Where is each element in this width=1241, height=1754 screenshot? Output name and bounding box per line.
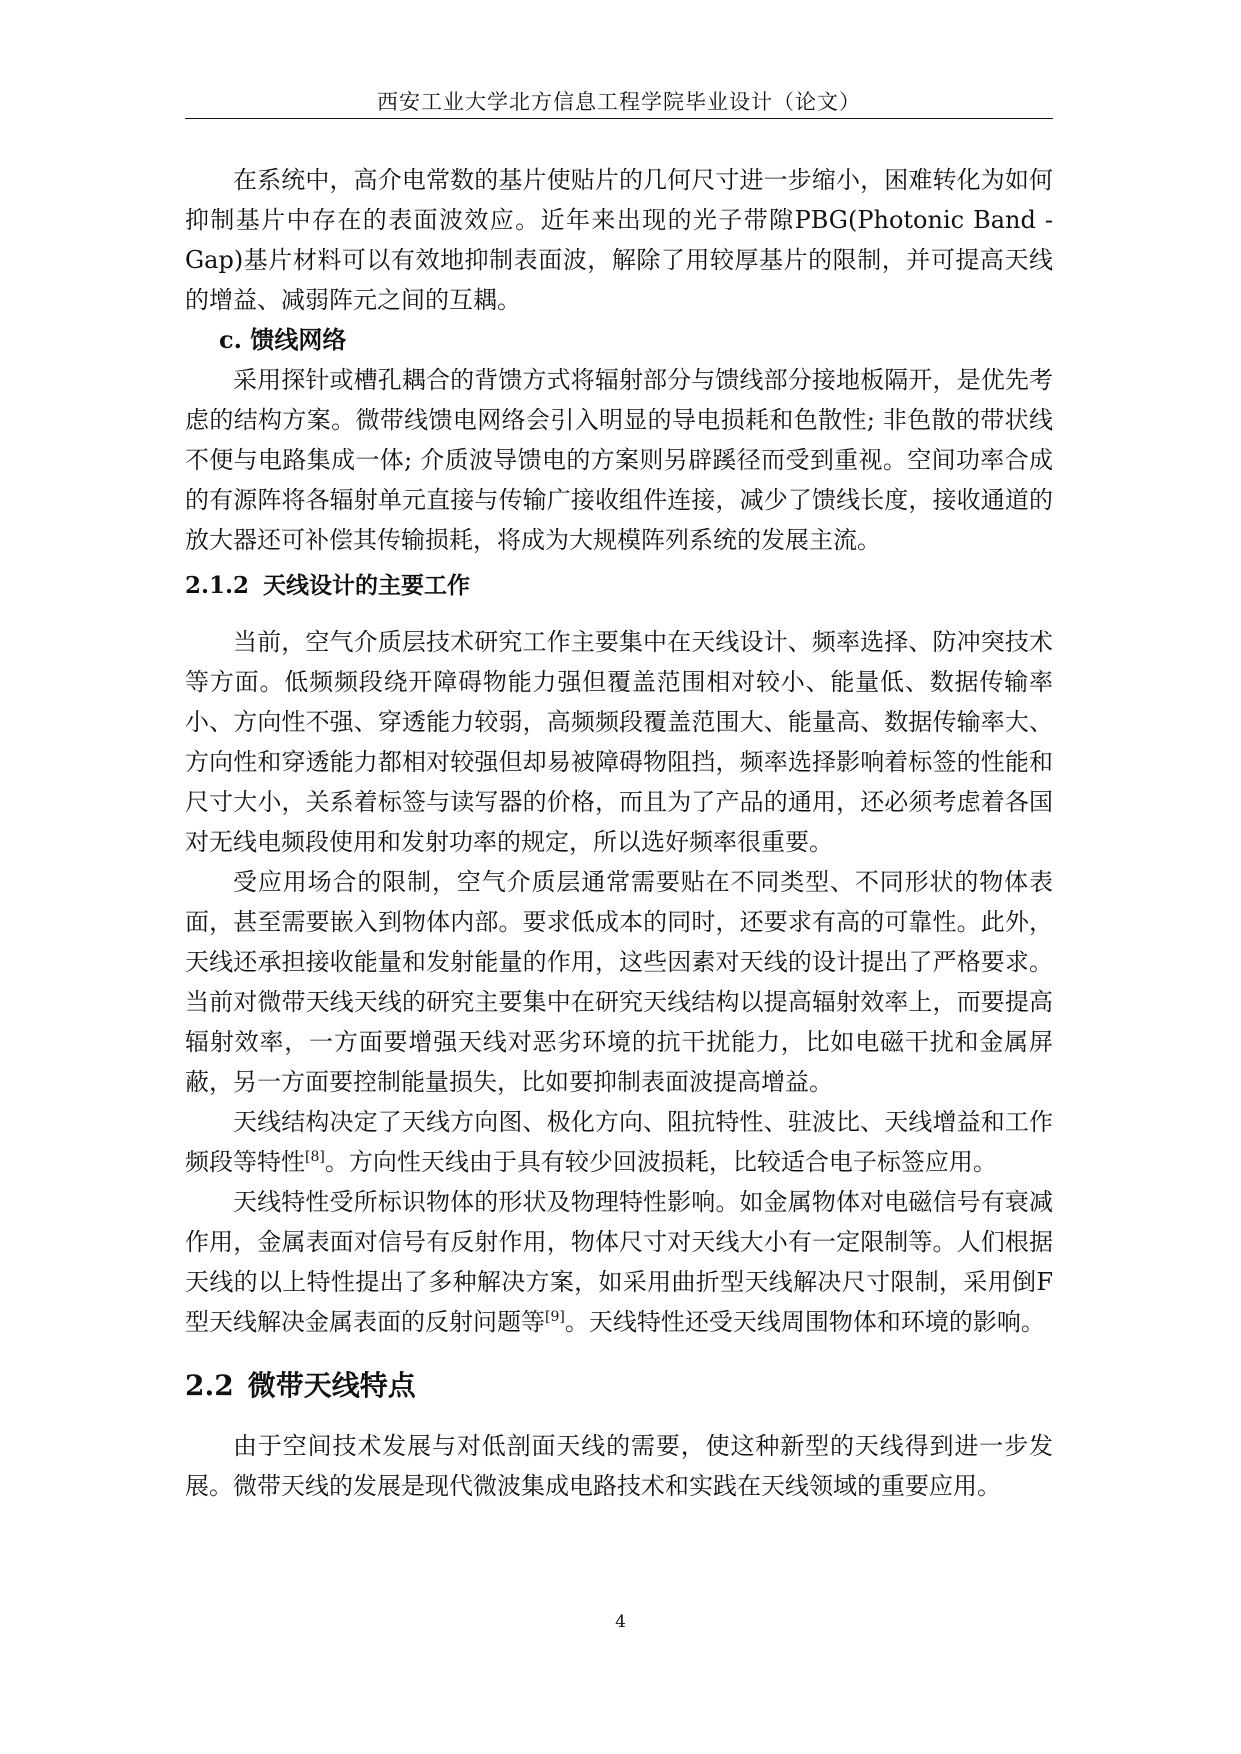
citation-ref: [8] [305,1149,325,1165]
paragraph-text: 。天线特性还受天线周围物体和环境的影响。 [564,1308,1045,1336]
section-heading-2-1-2 [185,566,1053,606]
page-header: 西安工业大学北方信息工程学院毕业设计（论文） [377,90,861,114]
paragraph-current-research: 当前，空气介质层技术研究工作主要集中在天线设计、频率选择、防冲突技术等方面。低频频段绕开障碍物能力强但覆盖范围相对较小、能量低、数据传输率小、方向性不强、穿透能力较弱，高频频段覆盖范围大、能量高、数据传输率大、方向性和穿透能力都相对较强但却易被障碍物阻挡，频率选择影响着标签的性能和尺寸大小，关系着标签与读写器的价格，而且为了产品的通用，还必须考虑着各国对无线电频段使用和发射功率的规定，所以选好频率很重要。 [185,628,1053,856]
section-number: 2.2 [185,1369,234,1402]
paragraph-substrate: 在系统中，高介电常数的基片使贴片的几何尺寸进一步缩小，困难转化为如何抑制基片中存在的表面波效应。近年来出现的光子带隙PBG(Photonic Band -Gap)基片材料可以有效地抑制表面波，解除了用较厚基片的限制，并可提高天线的增益、减弱阵元之间的互耦。 [185,166,1053,314]
section-title: 天线设计的主要工作 [263,572,471,599]
paragraph-application-limits: 受应用场合的限制，空气介质层通常需要贴在不同类型、不同形状的物体表面，甚至需要嵌入到物体内部。要求低成本的同时，还要求有高的可靠性。此外，天线还承担接收能量和发射能量的作用，这些因素对天线的设计提出了严格要求。当前对微带天线天线的研究主要集中在研究天线结构以提高辐射效率上，而要提高辐射效率，一方面要增强天线对恶劣环境的抗干扰能力，比如电磁干扰和金属屏蔽，另一方面要控制能量损失，比如要抑制表面波提高增益。 [185,868,1053,1096]
paragraph-text: 天线结构决定了天线方向图、极化方向、阻抗特性、驻波比、天线增益和工作频段等特性 [185,1108,1053,1176]
paragraph-microstrip-intro: 由于空间技术发展与对低剖面天线的需要，使这种新型的天线得到进一步发展。微带天线的发展是现代微波集成电路技术和实践在天线领域的重要应用。 [185,1432,1053,1500]
subheading-feed-network: c. 馈线网络 [219,325,347,354]
paragraph-text: 天线特性受所标识物体的形状及物理特性影响。如金属物体对电磁信号有衰减作用，金属表面对信号有反射作用，物体尺寸对天线大小有一定限制等。人们根据天线的以上特性提出了多种解决方案，如采用曲折型天线解决尺寸限制，采用倒F型天线解决金属表面的反射问题等 [185,1188,1053,1336]
citation-ref: [9] [545,1309,565,1325]
section-title: 微带天线特点 [247,1369,416,1402]
paragraph-feed-network: 采用探针或槽孔耦合的背馈方式将辐射部分与馈线部分接地板隔开，是优先考虑的结构方案。微带线馈电网络会引入明显的导电损耗和色散性; 非色散的带状线不便与电路集成一体; 介质波导馈电的方案则另辟蹊径而受到重视。空间功率合成的有源阵将各辐射单元直接与传输广接收组件连接，减少了馈线长度，接收通道的放大器还可补偿其传输损耗，将成为大规模阵列系统的发展主流。 [185,366,1053,554]
paragraph-text: 。方向性天线由于具有较少回波损耗，比较适合电子标签应用。 [324,1148,997,1176]
page-body [185,160,1053,1506]
section-heading-2-2 [185,1364,1053,1408]
header-divider [185,118,1053,119]
section-number: 2.1.2 [185,572,250,599]
paragraph-antenna-structure [185,1102,1053,1182]
paragraph-antenna-characteristics [185,1182,1053,1342]
page-number: 4 [615,1612,626,1632]
